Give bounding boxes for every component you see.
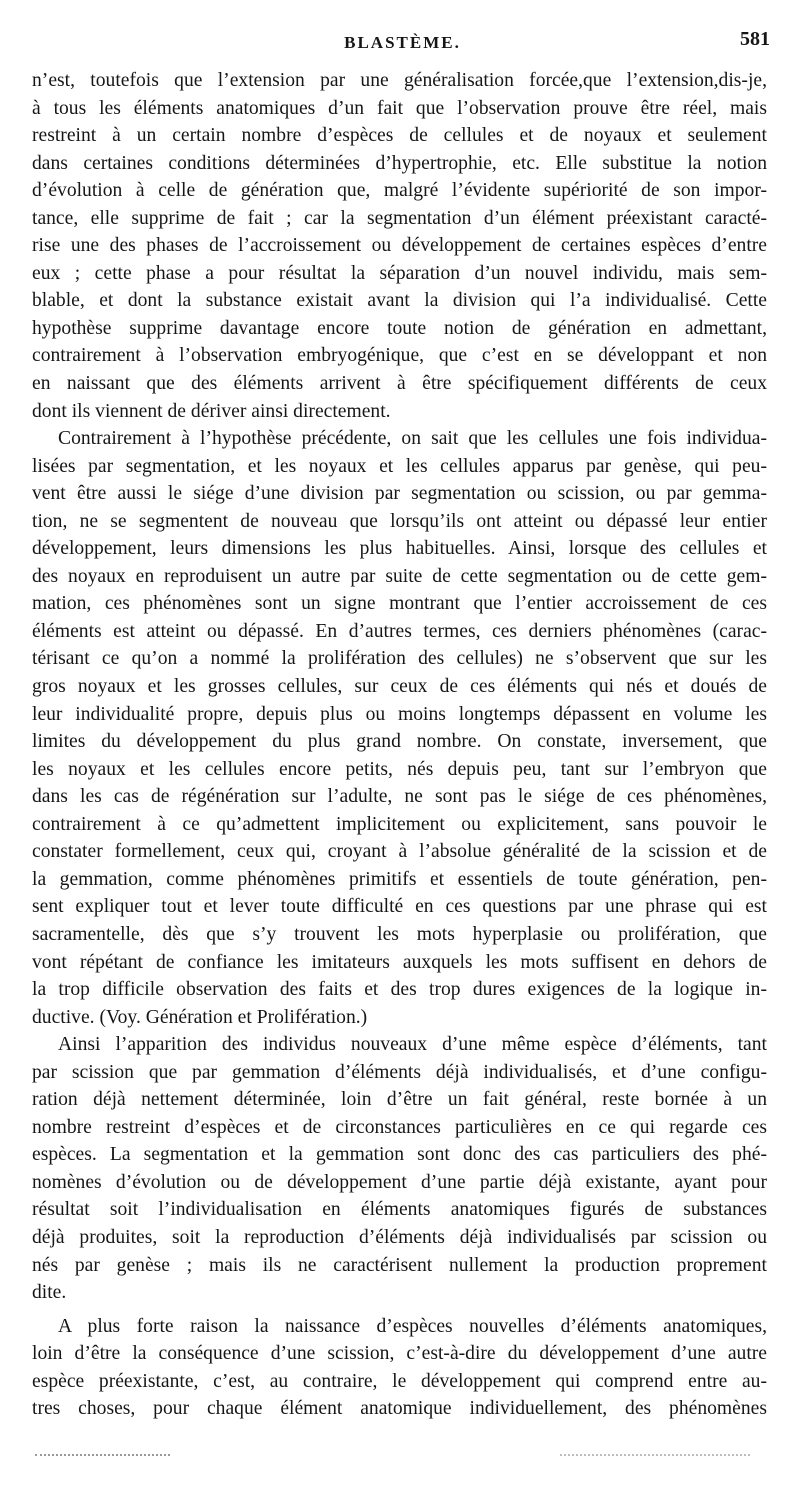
running-head	[35, 28, 770, 59]
text-line: limites du développement du plus grand nombre. On constate, inversement, que	[32, 731, 767, 753]
text-line: développement, leurs dimensions les plus habituelles. Ainsi, lorsque des cellules et	[32, 538, 767, 560]
text-line: térisant ce qu’on a nommé la prolifération des cellules) ne s’observent que sur les	[32, 648, 767, 670]
text-line: dont ils viennent de dériver ainsi directement.	[32, 400, 391, 422]
text-line: tres choses, pour chaque élément anatomique individuellement, des phénomènes	[32, 1398, 767, 1420]
text-line: vont répétant de confiance les imitateurs auxquels les mots suffisent en dehors de	[32, 951, 767, 973]
text-line: sacramentelle, dès que s’y trouvent les mots hyperplasie ou prolifération, que	[32, 923, 767, 945]
text-line: contrairement à l’observation embryogénique, que c’est en se développant et non	[32, 345, 767, 367]
text-line: n’est, toutefois que l’extension par une généralisation forcée,que l’extension,dis-je,	[32, 70, 767, 91]
text-line: gros noyaux et les grosses cellules, sur ceux de ces éléments qui nés et doués de	[32, 676, 767, 698]
running-title: BLASTÈME.	[344, 33, 461, 52]
text-line: ration déjà nettement déterminée, loin d’être un fait général, reste bornée à un	[32, 1089, 767, 1111]
text-line: Ainsi l’apparition des individus nouveaux d’une même espèce d’éléments, tant	[58, 1034, 767, 1056]
text-line: blable, et dont la substance existait avant la division qui l’a individualisé. Cette	[32, 290, 767, 312]
text-line: hypothèse supprime davantage encore toute notion de génération en admettant,	[32, 317, 767, 339]
text-line: éléments est atteint ou dépassé. En d’autres termes, ces derniers phénomènes (carac-	[32, 620, 767, 642]
body-text	[32, 67, 767, 1423]
text-line: résultat soit l’individualisation en éléments anatomiques figurés de substances	[32, 1199, 767, 1221]
text-line: loin d’être la conséquence d’une scission, c’est-à-dire du développement d’une autre	[32, 1343, 767, 1365]
text-line: ductive. (Voy. Génération et Prolifération.)	[32, 1006, 368, 1028]
text-line: restreint à un certain nombre d’espèces de cellules et de noyaux et seulement	[32, 125, 767, 147]
text-line: des noyaux en reproduisent un autre par suite de cette segmentation ou de cette gem-	[32, 565, 767, 587]
text-line: constater formellement, ceux qui, croyant à l’absolue généralité de la scission et de	[32, 841, 767, 863]
text-line: A plus forte raison la naissance d’espèces nouvelles d’éléments anatomiques,	[58, 1315, 767, 1337]
text-line: la trop difficile observation des faits et des trop dures exigences de la logique in-	[32, 979, 767, 1001]
text-line: espèce préexistante, c’est, au contraire, le développement qui comprend entre au-	[32, 1370, 767, 1392]
text-line: leur individualité propre, depuis plus ou moins longtemps dépassent en volume les	[32, 703, 767, 725]
page-number: 581	[740, 28, 770, 50]
text-line: dans certaines conditions déterminées d’hypertrophie, etc. Elle substitue la notion	[32, 152, 767, 174]
text-line: contrairement à ce qu’admettent implicitement ou explicitement, sans pouvoir le	[32, 813, 767, 835]
text-line: lisées par segmentation, et les noyaux et les cellules apparus par genèse, qui peu-	[32, 455, 767, 477]
text-line: d’évolution à celle de génération que, malgré l’évidente supériorité de son impor-	[32, 180, 767, 202]
text-line: mation, ces phénomènes sont un signe montrant que l’entier accroissement de ces	[32, 593, 767, 615]
text-line: à tous les éléments anatomiques d’un fait que l’observation prouve être réel, mais	[32, 97, 767, 119]
text-line: nés par genèse ; mais ils ne caractérisent nullement la production proprement	[32, 1254, 767, 1276]
text-line: par scission que par gemmation d’éléments déjà individualisés, et d’une configu-	[32, 1061, 767, 1083]
text-line: espèces. La segmentation et la gemmation sont donc des cas particuliers des phé-	[32, 1144, 767, 1166]
text-line: les noyaux et les cellules encore petits, nés depuis peu, tant sur l’embryon que	[32, 758, 767, 780]
footer-rule	[35, 1454, 170, 1456]
text-line: dans les cas de régénération sur l’adulte, ne sont pas le siége de ces phénomènes,	[32, 786, 767, 808]
text-line: vent être aussi le siége d’une division par segmentation ou scission, ou par gemma-	[32, 483, 767, 505]
text-line: en naissant que des éléments arrivent à être spécifiquement différents de ceux	[32, 373, 767, 395]
text-line: sent expliquer tout et lever toute difficulté en ces questions par une phrase qui est	[32, 896, 767, 918]
text-line: déjà produites, soit la reproduction d’éléments déjà individualisés par scission ou	[32, 1226, 767, 1248]
text-line: la gemmation, comme phénomènes primitifs et essentiels de toute génération, pen-	[32, 868, 767, 890]
text-line: dite.	[32, 1282, 67, 1304]
text-line: eux ; cette phase a pour résultat la séparation d’un nouvel individu, mais sem-	[32, 262, 767, 284]
footer-dots	[560, 1454, 750, 1456]
text-line: tance, elle supprime de fait ; car la segmentation d’un élément préexistant caracté-	[32, 207, 767, 229]
text-line: nombre restreint d’espèces et de circonstances particulières en ce qui regarde ces	[32, 1116, 767, 1138]
text-line: tion, ne se segmentent de nouveau que lorsqu’ils ont atteint ou dépassé leur entier	[32, 510, 767, 532]
text-line: Contrairement à l’hypothèse précédente, on sait que les cellules une fois individua-	[58, 428, 767, 450]
text-line: nomènes d’évolution ou de développement d’une partie déjà existante, ayant pour	[32, 1171, 767, 1193]
text-line: rise une des phases de l’accroissement ou développement de certaines espèces d’entre	[32, 235, 767, 257]
